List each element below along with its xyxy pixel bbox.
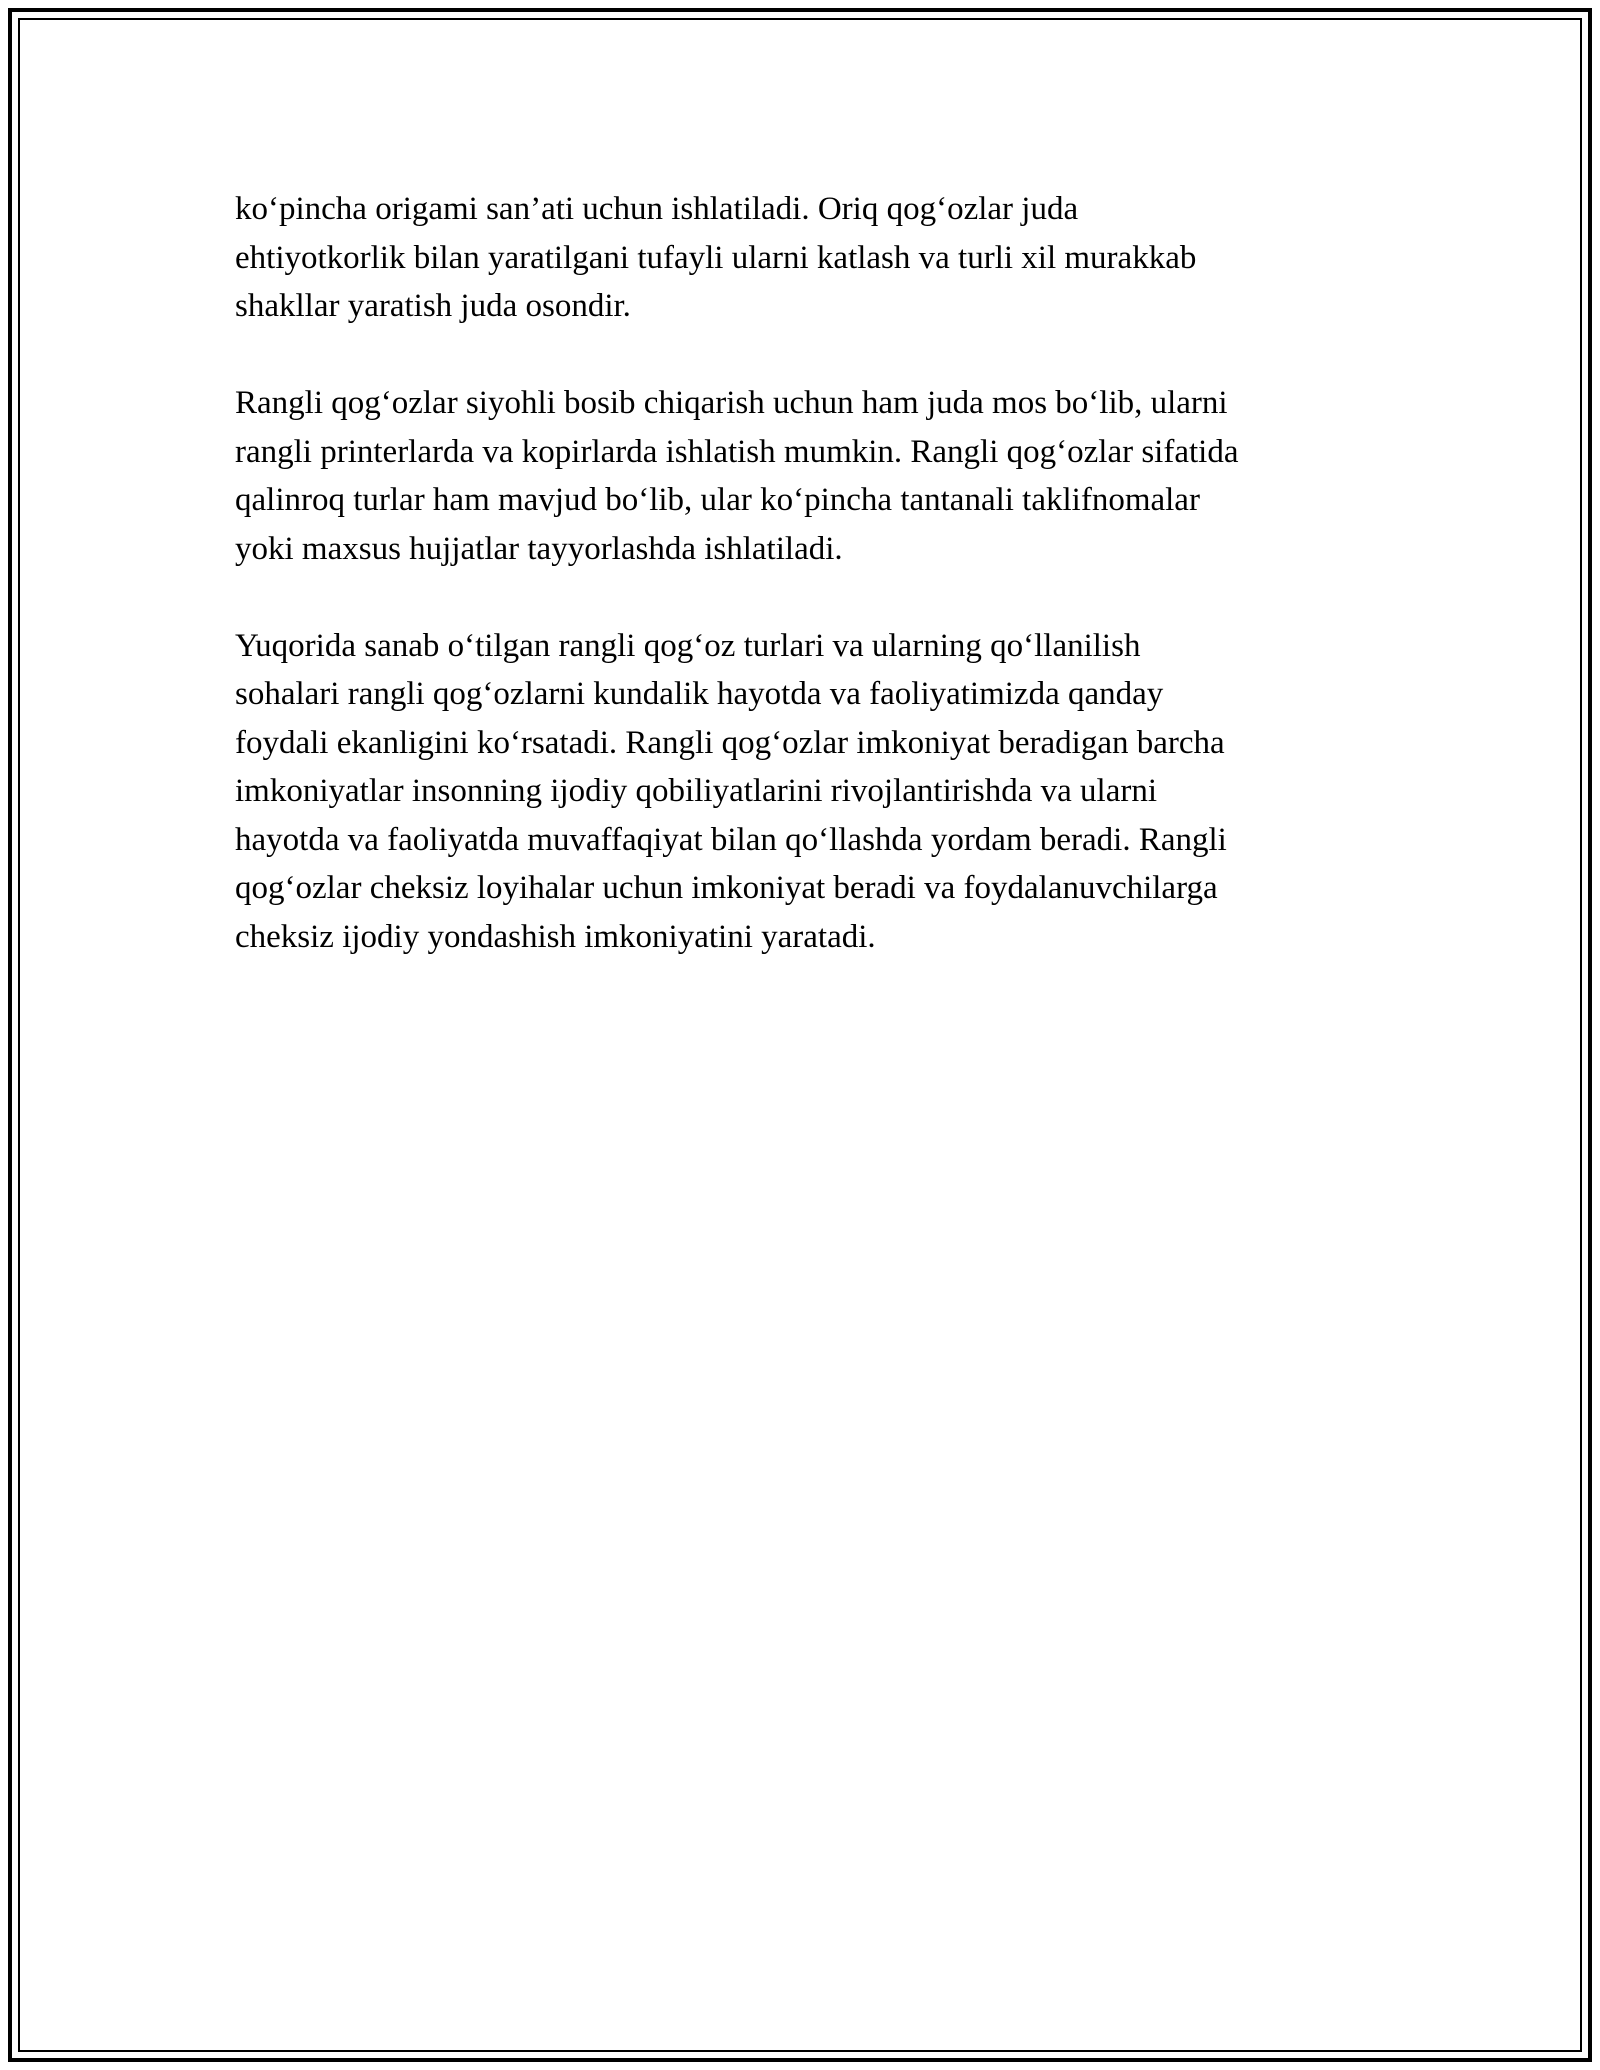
- document-body: [235, 185, 1365, 1010]
- paragraph-line: imkoniyatlar insonning ijodiy qobiliyatlarini rivojlantirishda va ularni: [235, 773, 1158, 809]
- paragraph-line: hayotda va faoliyatda muvaffaqiyat bilan qo‘llashda yordam beradi. Rangli: [235, 821, 1227, 858]
- paragraph-line: cheksiz ijodiy yondashish imkoniyatini yaratadi.: [235, 918, 876, 955]
- paragraph-line: ehtiyotkorlik bilan yaratilgani tufayli ularni katlash va turli xil murakkab: [235, 239, 1197, 276]
- paragraph-line: foydali ekanligini ko‘rsatadi. Rangli qog‘ozlar imkoniyat beradigan barcha: [235, 724, 1225, 761]
- paragraph-line: rangli printerlarda va kopirlarda ishlatish mumkin. Rangli qog‘ozlar sifatida: [235, 433, 1239, 470]
- paragraph-line: Rangli qog‘ozlar siyohli bosib chiqarish uchun ham juda mos bo‘lib, ularni: [235, 385, 1228, 421]
- paragraph-line: qog‘ozlar cheksiz loyihalar uchun imkoniyat beradi va foydalanuvchilarga: [235, 870, 1218, 906]
- paragraph-line: qalinroq turlar ham mavjud bo‘lib, ular ko‘pincha tantanali taklifnomalar: [235, 482, 1200, 518]
- paragraph-3: [235, 622, 1365, 962]
- paragraph-2: [235, 379, 1365, 573]
- paragraph-line: sohalari rangli qog‘ozlarni kundalik hayotda va faoliyatimizda qanday: [235, 676, 1164, 712]
- paragraph-1: [235, 185, 1365, 331]
- paragraph-line: shakllar yaratish juda osondir.: [235, 288, 631, 324]
- paragraph-line: Yuqorida sanab o‘tilgan rangli qog‘oz turlari va ularning qo‘llanilish: [235, 627, 1141, 664]
- paragraph-line: ko‘pincha origami san’ati uchun ishlatiladi. Oriq qog‘ozlar juda: [235, 191, 1079, 227]
- paragraph-line: yoki maxsus hujjatlar tayyorlashda ishlatiladi.: [235, 530, 843, 567]
